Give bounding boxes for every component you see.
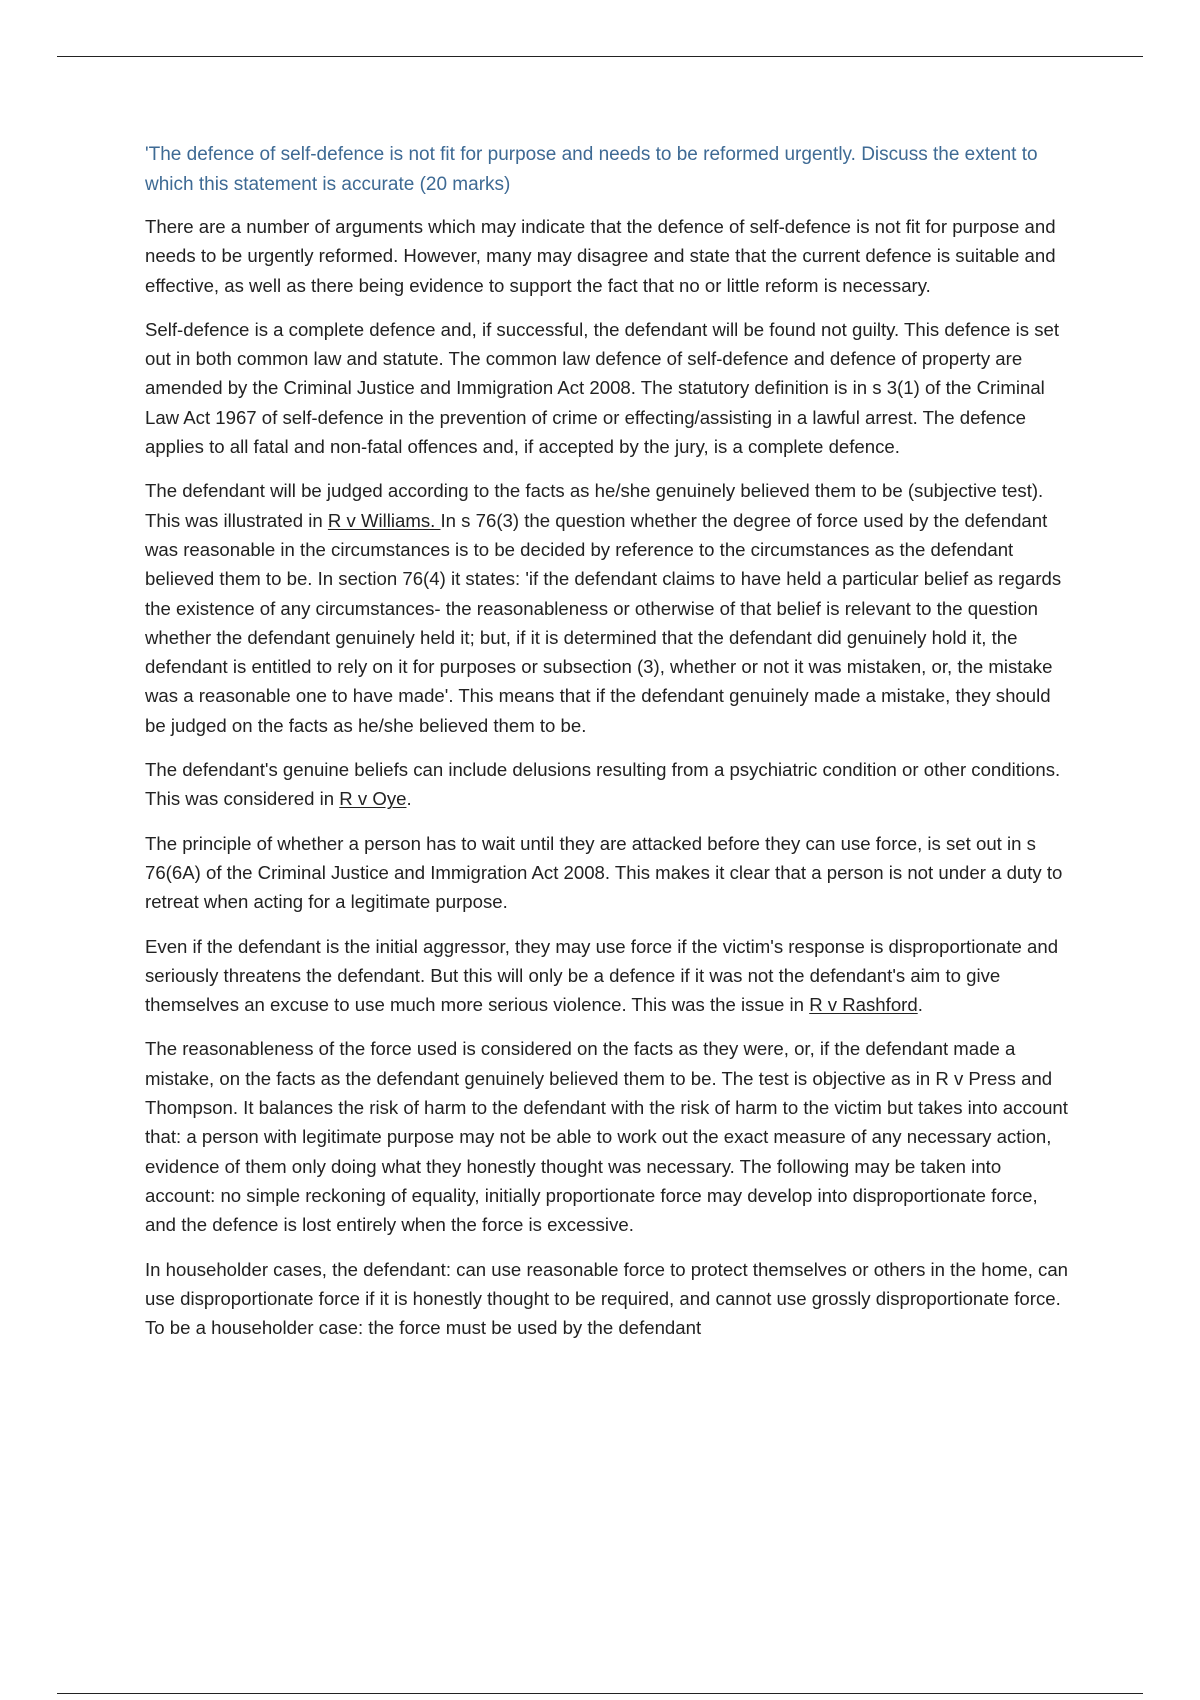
paragraph-householder-cases: In householder cases, the defendant: can use reasonable force to protect themselves or others in the home, can use disproportionate force if it is honestly thought to be required, and cannot use grossly disproportionate force. To be a householder case: the force must be used by the defendant xyxy=(145,1258,1069,1339)
paragraph-text: Even if the defendant is the initial aggressor, they may use force if the victim's response is disproportionate and seriously threatens the defendant. But this will only be a defence if it was not the defendant's aim to give themselves an excuse to use much more serious violence. This was the issue in xyxy=(145,935,1059,1016)
paragraph-initial-aggressor xyxy=(145,932,1070,1020)
paragraph-text: The defendant's genuine beliefs can include delusions resulting from a psychiatric condition or other conditions. This was considered in xyxy=(145,759,1061,810)
paragraph-text: . xyxy=(917,994,923,1016)
paragraph-genuine-beliefs xyxy=(145,755,1070,814)
paragraph-text: In s 76(3) the question whether the degree of force used by the defendant was reasonable in the circumstances is to be decided by reference to the circumstances as the defendant believed them to be. In section 76(4) it states: 'if the defendant claims to have held a particular belief as regards the existence of any circumstances- the reasonableness or otherwise of that belief is relevant to the question whether the defendant genuinely held it; but, if it is determined that the defendant did genuinely hold it, the defendant is entitled to rely on it for purposes or subsection (3), whether or not it was mistaken, or, the mistake was a reasonable one to have made'. This means that if the defendant genuinely made a mistake, they should be judged on the facts as he/she believed them to be. xyxy=(145,509,1062,736)
paragraph-complete-defence: Self-defence is a complete defence and, if successful, the defendant will be found not guilty. This defence is set out in both common law and statute. The common law defence of self-defence and defence of property are amended by the Criminal Justice and Immigration Act 2008. The statutory definition is in s 3(1) of the Criminal Law Act 1967 of self-defence in the prevention of crime or effecting/assisting in a lawful arrest. The defence applies to all fatal and non-fatal offences and, if accepted by the jury, is a complete defence. xyxy=(145,318,1060,458)
document-body xyxy=(145,140,1070,1357)
case-reference-r-v-rashford: R v Rashford xyxy=(809,994,918,1016)
paragraph-duty-to-retreat: The principle of whether a person has to wait until they are attacked before they can use force, is set out in s 76(6A) of the Criminal Justice and Immigration Act 2008. This makes it clear that a person is not under a duty to retreat when acting for a legitimate purpose. xyxy=(145,832,1063,913)
paragraph-text: The defendant will be judged according to the facts as he/she genuinely believed them to be (subjective test). This was illustrated in xyxy=(145,480,1044,531)
case-reference-r-v-williams: R v Williams. xyxy=(327,509,441,531)
footer-rule xyxy=(57,1693,1143,1694)
essay-question-heading: 'The defence of self-defence is not fit for purpose and needs to be reformed urgently. Discuss the extent to which this statement is accurate (20 marks) xyxy=(145,144,1038,195)
header-rule xyxy=(57,56,1143,57)
paragraph-subjective-test xyxy=(145,476,1070,740)
case-reference-r-v-oye: R v Oye xyxy=(339,788,407,810)
paragraph-introduction: There are a number of arguments which may indicate that the defence of self-defence is not fit for purpose and needs to be urgently reformed. However, many may disagree and state that the current defence is suitable and effective, as well as there being evidence to support the fact that no or little reform is necessary. xyxy=(145,216,1056,296)
paragraph-reasonableness-of-force: The reasonableness of the force used is considered on the facts as they were, or, if the defendant made a mistake, on the facts as the defendant genuinely believed them to be. The test is objective as in R v Press and Thompson. It balances the risk of harm to the defendant with the risk of harm to the victim but takes into account that: a person with legitimate purpose may not be able to work out the exact measure of any necessary action, evidence of them only doing what they honestly thought was necessary. The following may be taken into account: no simple reckoning of equality, initially proportionate force may develop into disproportionate force, and the defence is lost entirely when the force is excessive. xyxy=(145,1038,1068,1236)
paragraph-text: . xyxy=(406,788,412,810)
